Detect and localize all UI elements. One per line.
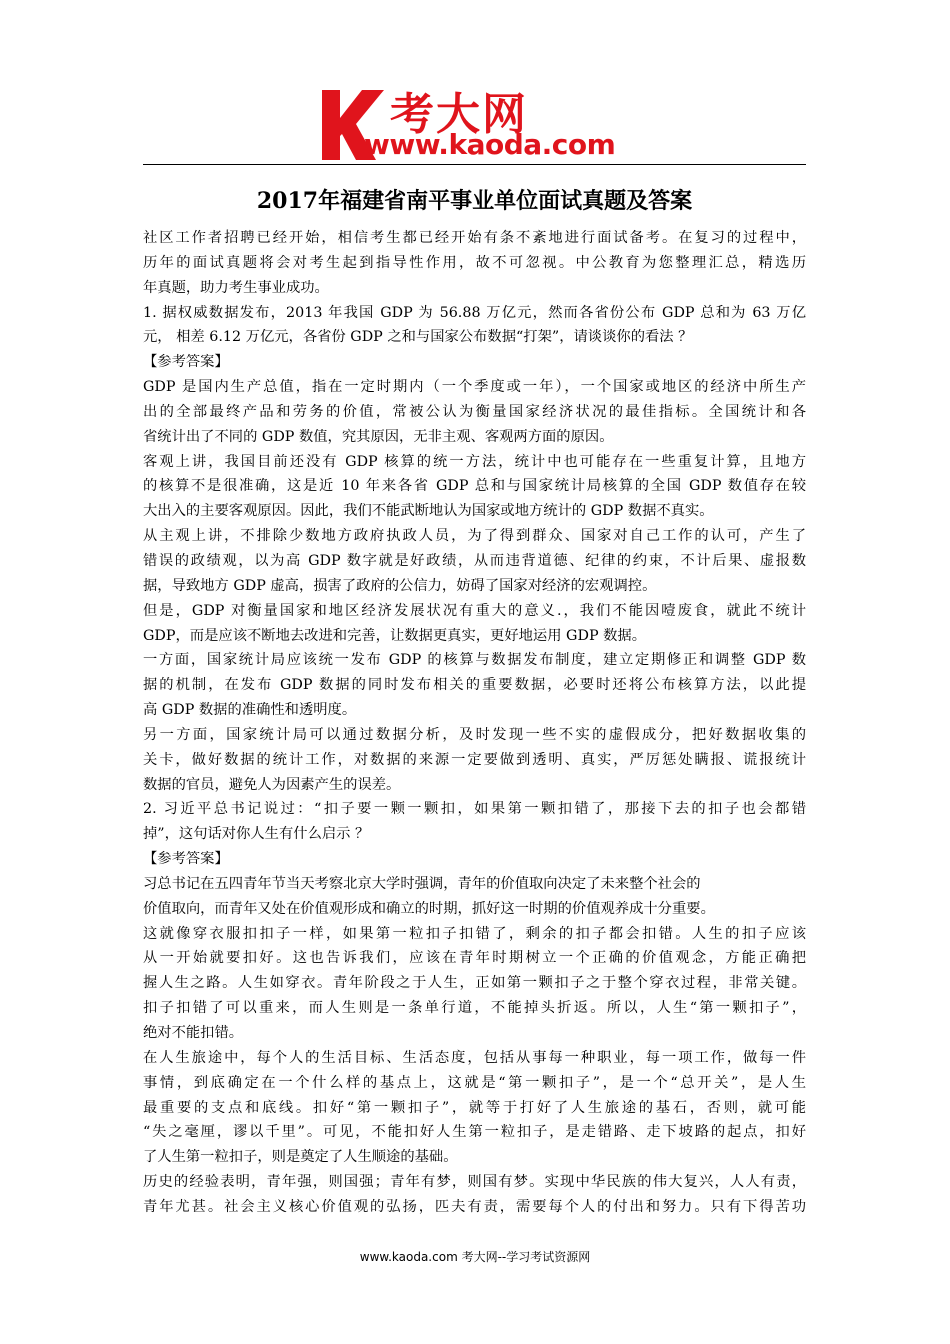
- body-line: 掉”，这句话对你人生有什么启示 ？: [143, 826, 370, 843]
- body-line: 握人生之路。人生如穿衣。青年阶段之于人生，正如第一颗扣子之于整个穿衣过程，非常关键。: [143, 975, 806, 992]
- body-line: 在人生旅途中，每个人的生活目标、生活态度，包括从事每一种职业，每一项工作，做每一件: [143, 1049, 806, 1066]
- body-line: 【参考答案】: [143, 354, 229, 371]
- body-line: 年真题，助力考生事业成功。: [143, 279, 329, 296]
- body-line: 另一方面，国家统计局可以通过数据分析，及时发现一些不实的虚假成分，把好数据收集的: [143, 726, 806, 743]
- body-line: 1. 据权威数据发布，2013 年我国 GDP 为 56.88 万亿元，然而各省份公布 GDP 总和为 63 万亿: [143, 304, 806, 321]
- body-line: 的核算不是很准确，这是近 10 年来各省 GDP 总和与国家统计局核算的全国 GDP 数值存在较: [143, 478, 806, 495]
- body-line: 价值取向，而青年又处在价值观形成和确立的时期，抓好这一时期的价值观养成十分重要。: [143, 900, 715, 917]
- body-line: 【参考答案】: [143, 851, 229, 868]
- body-line: 错误的政绩观，以为高 GDP 数字就是好政绩，从而违背道德、纪律的约束，不计后果、虚报数: [143, 552, 806, 569]
- body-line: 历史的经验表明，青年强，则国强；青年有梦，则国有梦。实现中华民族的伟大复兴，人人有责，: [143, 1174, 806, 1191]
- body-line: 省统计出了不同的 GDP 数值，究其原因，无非主观、客观两方面的原因。: [143, 428, 614, 445]
- logo-url-text: www.kaoda.com: [364, 128, 616, 161]
- body-line: 习总书记在五四青年节当天考察北京大学时强调，青年的价值取向决定了未来整个社会的: [143, 875, 701, 892]
- body-line: 客观上讲，我国目前还没有 GDP 核算的统一方法，统计中也可能存在一些重复计算，且地方: [143, 453, 806, 470]
- body-line: 出的全部最终产品和劳务的价值，常被公认为衡量国家经济状况的最佳指标。全国统计和各: [143, 403, 806, 420]
- body-line: 了人生第一粒扣子，则是奠定了人生顺途的基础。: [143, 1149, 458, 1166]
- document-body: [143, 226, 806, 1220]
- body-line: 青年尤甚。社会主义核心价值观的弘扬，匹夫有责，需要每个人的付出和努力。只有下得苦功: [143, 1198, 806, 1215]
- body-line: GDP，而是应该不断地去改进和完善，让数据更真实，更好地运用 GDP 数据。: [143, 627, 646, 644]
- body-line: 扣子扣错了可以重来，而人生则是一条单行道，不能掉头折返。所以，人生“第一颗扣子”，: [143, 1000, 806, 1017]
- page-footer: www.kaoda.com 考大网--学习考试资源网: [359, 1250, 591, 1264]
- body-line: 2. 习近平总书记说过：“扣子要一颗一颗扣，如果第一颗扣错了，那接下去的扣子也会都错: [143, 801, 806, 818]
- body-line: “失之毫厘，谬以千里”。可见，不能扣好人生第一粒扣子，是走错路、走下坡路的起点，扣好: [143, 1124, 806, 1141]
- body-line: 大出入的主要客观原因。因此，我们不能武断地认为国家或地方统计的 GDP 数据不真实。: [143, 503, 714, 520]
- body-line: 元， 相差 6.12 万亿元，各省份 GDP 之和与国家公布数据“打架”，请谈谈你的看法 ？: [143, 329, 693, 346]
- body-line: 据的机制，在发布 GDP 数据的同时发布相关的重要数据，必要时还将公布核算方法，以此提: [143, 677, 806, 694]
- body-line: 据，导致地方 GDP 虚高，损害了政府的公信力，妨碍了国家对经济的宏观调控。: [143, 577, 657, 594]
- body-line: 最重要的支点和底线。扣好“第一颗扣子”，就等于打好了人生旅途的基石，否则，就可能: [143, 1099, 806, 1116]
- body-line: 事情，到底确定在一个什么样的基点上，这就是“第一颗扣子”，是一个“总开关”，是人生: [143, 1074, 806, 1091]
- logo-chinese-text: 考大网: [390, 89, 528, 140]
- body-line: GDP 是国内生产总值，指在一定时期内（一个季度或一年），一个国家或地区的经济中所生产: [143, 379, 806, 396]
- body-line: 历年的面试真题将会对考生起到指导性作用，故不可忽视。中公教育为您整理汇总，精选历: [143, 254, 806, 271]
- body-line: 数据的官员，避免人为因素产生的误差。: [143, 776, 401, 793]
- body-line: 绝对不能扣错。: [143, 1025, 244, 1041]
- body-line: 高 GDP 数据的准确性和透明度。: [143, 702, 357, 719]
- body-line: 这就像穿衣服扣扣子一样，如果第一粒扣子扣错了，剩余的扣子都会扣错。人生的扣子应该: [143, 925, 806, 942]
- header-divider: [143, 164, 806, 165]
- body-line: 社区工作者招聘已经开始，相信考生都已经开始有条不紊地进行面试备考。在复习的过程中，: [143, 230, 806, 246]
- body-line: 一方面，国家统计局应该统一发布 GDP 的核算与数据发布制度，建立定期修正和调整 GDP 数: [143, 652, 806, 669]
- body-line: 但是，GDP 对衡量国家和地区经济发展状况有重大的意义.，我们不能因噎废食，就此不统计: [143, 602, 806, 619]
- body-line: 关卡，做好数据的统计工作，对数据的来源一定要做到透明、真实，严厉惩处瞒报、谎报统计: [143, 751, 806, 768]
- document-title: 2017年福建省南平事业单位面试真题及答案: [256, 188, 693, 214]
- kaoda-logo: [318, 84, 648, 164]
- body-line: 从主观上讲，不排除少数地方政府执政人员，为了得到群众、国家对自己工作的认可，产生了: [143, 528, 806, 545]
- body-line: 从一开始就要扣好。这也告诉我们，应该在青年时期树立一个正确的价值观念，方能正确把: [143, 950, 806, 967]
